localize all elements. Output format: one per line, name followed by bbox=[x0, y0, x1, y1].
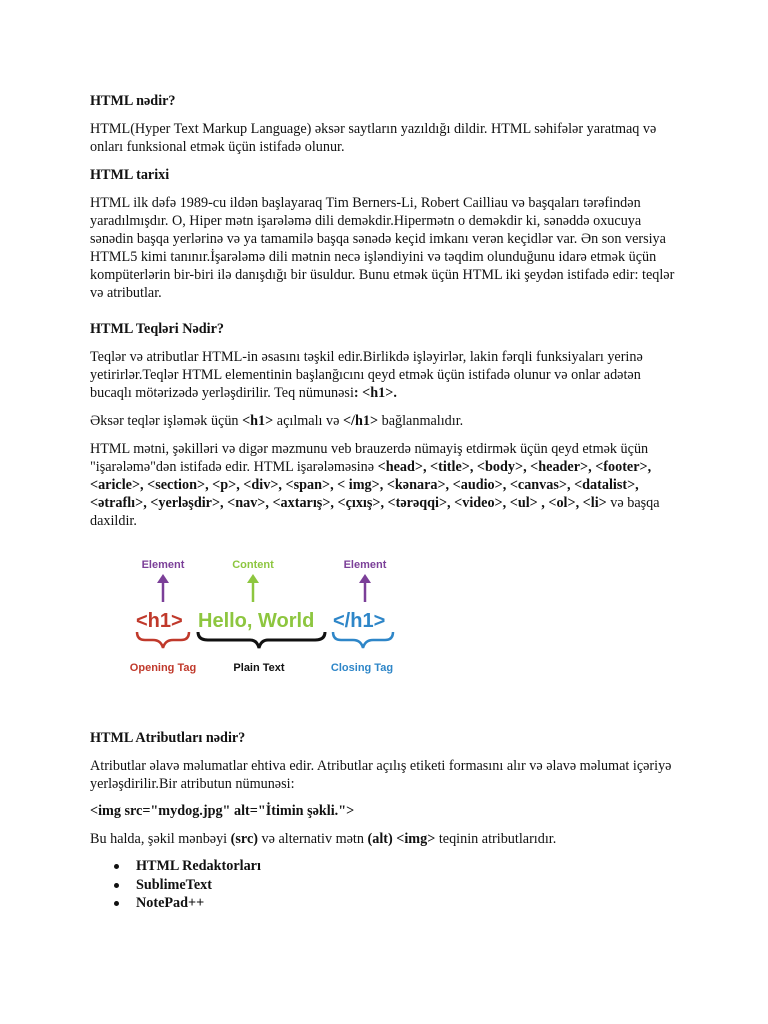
heading-html-tarixi: HTML tarixi bbox=[90, 167, 170, 183]
label-content: Content bbox=[232, 559, 274, 571]
paragraph-html-definition: HTML(Hyper Text Markup Language) əksər saytların yazıldığı dildir. HTML səhifələr yaratmaq və onları funksional etmək üçün istifadə olunur. bbox=[90, 121, 657, 155]
up-arrow-icon bbox=[359, 574, 371, 602]
code-content: Hello, World bbox=[198, 610, 315, 632]
up-arrow-icon bbox=[157, 574, 169, 602]
label-element-right: Element bbox=[343, 559, 387, 571]
markup-tags-intro: HTML mətni, şəkilləri və digər məzmunu veb brauzerdə nümayiş etdirmək üçün qeyd etmək üçün "işarələmə"dən istifadə edir. HTML işarələməsinə bbox=[90, 441, 649, 475]
open-close-text-a: Əksər teqlər işləmək üçün bbox=[90, 413, 243, 429]
label-opening-tag: Opening Tag bbox=[129, 662, 197, 674]
open-tag-example: <h1> bbox=[242, 413, 274, 429]
editor-list bbox=[90, 857, 490, 913]
attribute-example: <img src="mydog.jpg" alt="İtimin şəkli."> bbox=[90, 803, 355, 819]
tags-intro-text: Teqlər və atributlar HTML-in əsasını təşkil edir.Birlikdə işləyirlər, lakin fərqli funksiyaları yerinə yetirirlər.Teqlər HTML elementinin başlanğıcını qeyd etmək üçün istifadə olunur və onlar adətən bucaqlı mötərizədə yerləşdirilir. Teq nümunəsi bbox=[90, 349, 643, 401]
heading-html-nedir: HTML nədir? bbox=[90, 93, 176, 109]
brace-plain bbox=[198, 632, 325, 648]
list-item: NotePad++ bbox=[90, 894, 490, 913]
html-element-diagram bbox=[125, 552, 415, 682]
attr-explain-b: və alternativ mətn bbox=[257, 831, 368, 847]
tag-example: : <h1>. bbox=[353, 385, 397, 401]
paragraph-open-close bbox=[90, 412, 680, 430]
paragraph-attributes-intro: Atributlar əlavə məlumatlar ehtiva edir. Atributlar açılış etiketi formasını alır və əlavə məlumat içəriyə yerləşdirilir.Bir atributun nümunəsi: bbox=[90, 758, 672, 792]
markup-tags-end: və başqa daxildir. bbox=[90, 495, 660, 529]
label-element-left: Element bbox=[141, 559, 185, 571]
attr-src: (src) bbox=[230, 831, 258, 847]
close-tag-example: </h1> bbox=[342, 413, 379, 429]
label-closing-tag: Closing Tag bbox=[330, 662, 394, 674]
label-plain-text: Plain Text bbox=[233, 662, 285, 674]
list-item: SublimeText bbox=[90, 876, 490, 895]
attr-explain-a: Bu halda, şəkil mənbəyi bbox=[90, 831, 231, 847]
attr-explain-c: teqinin atributlarıdır. bbox=[435, 831, 557, 847]
paragraph-markup-tags bbox=[90, 440, 680, 530]
code-close-tag: </h1> bbox=[333, 610, 386, 632]
attr-alt-img: (alt) <img> bbox=[367, 831, 436, 847]
paragraph-html-history: HTML ilk dəfə 1989-cu ildən başlayaraq Tim Berners-Li, Robert Cailliau və başqaları tərəfindən yaradılmışdır. O, Hiper mətn işarələmə dili deməkdir.Hipermətn o deməkdir ki, sənəddə oxucuya sənədin başqa yerlərinə və ya tamamilə başqa sənədə keçid imkanı verən keçidlər var. Ən son versiya HTML5 kimi tanınır.İşarələmə dili mətnin necə işləndiyini və təqdim olunduğunu idarə etmək üçün kompüterlərin bir-biri ilə danışdığı bir üsuldur. Bunu etmək üçün HTML iki şeydən istifadə edir: teqlər və atributlar. bbox=[90, 195, 675, 301]
heading-html-atributlari: HTML Atributları nədir? bbox=[90, 730, 246, 746]
up-arrow-icon bbox=[247, 574, 259, 602]
code-open-tag: <h1> bbox=[136, 610, 183, 632]
list-item: HTML Redaktorları bbox=[90, 857, 490, 876]
brace-opening bbox=[137, 632, 189, 648]
paragraph-tags-intro bbox=[90, 348, 680, 402]
markup-tag-list: <head>, <title>, <body>, <header>, <footer>, <aricle>, <section>, <p>, <div>, <span>, < img>, <kənara>, <audio>, <canvas>, <datalist>, <ətraflı>, <yerləşdir>, <nav>, <axtarış>, <çıxış>, <tərəqqi>, <video>, <ul> , <ol>, <li> bbox=[90, 459, 652, 511]
brace-closing bbox=[333, 632, 393, 648]
paragraph-attributes-explain bbox=[90, 830, 680, 848]
heading-html-teqleri: HTML Teqləri Nədir? bbox=[90, 321, 224, 337]
open-close-text-b: açılmalı və bbox=[273, 413, 343, 429]
open-close-text-c: bağlanmalıdır. bbox=[378, 413, 464, 429]
